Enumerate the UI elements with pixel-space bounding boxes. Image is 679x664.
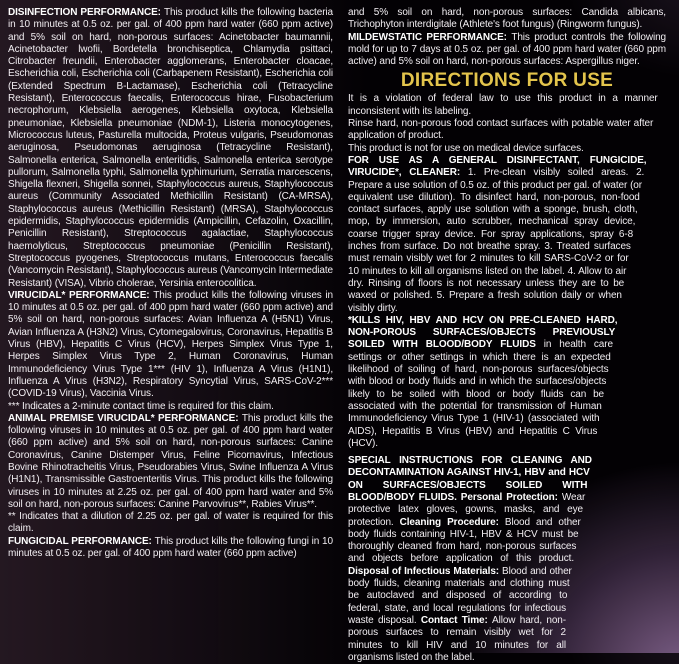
dilution-footnote: ** Indicates that a dilution of 2.25 oz. per gal. of water is required for this claim.: [8, 511, 333, 535]
animal-premise-virucidal-paragraph: ANIMAL PREMISE VIRUCIDAL* PERFORMANCE: This product kills the following viruses in 10 minutes at 0.5 oz. per gal. of 400 ppm hard water (660 ppm active) and 5% soil on hard, non-porous surfaces: Canine Coronavirus, Canine Distemper Virus, Feline Picornavirus, Infectious Bovine Rhinotracheitis Virus, Pseudorabies Virus, Swine Influenza A Virus (H1N1), Transmissible Gastroenteritis Virus. This product kills the following viruses in 10 minutes at 2.25 oz. per gal. of 400 ppm hard water and 5% soil on hard, non-porous surfaces: Canine Parvovirus**, Rabies Virus**.: [8, 412, 333, 510]
virucidal-performance-paragraph: VIRUCIDAL* PERFORMANCE: This product kills the following viruses in 10 minutes at 0.5 oz. per gal. of 400 ppm hard water (660 ppm active) and 5% soil on hard, non-porous surfaces: Avian Influenza A (H5N1) Virus, Avian Influenza A (H3N2) Virus, Cytomegalovirus, Coronavirus, Hepatitis B Virus (HBV), Hepatitis C Virus (HCV), Herpes Simplex Virus Type 1, Herpes Simplex Virus Type 2, Human Coronavirus, Human Immunodeficiency Virus Type 1*** (HIV 1), Influenza A Virus (H1N1), Influenza A Virus (H3N2), Respiratory Syncytial Virus, SARS-CoV-2*** (COVID-19 Virus), Vaccinia Virus.: [8, 289, 333, 400]
label-right-column-bottom: [348, 93, 666, 664]
directions-for-use-heading: DIRECTIONS FOR USE: [400, 70, 614, 92]
label-right-column-top: [348, 7, 666, 68]
label-left-column: [8, 7, 333, 647]
fungicidal-performance-continuation: and 5% soil on hard, non-porous surfaces: Candida albicans, Trichophyton interdigitale (Athlete's foot fungus) (Ringworm fungus).: [348, 7, 666, 31]
federal-law-statement: It is a violation of federal law to use this product in a manner inconsistent with its labeling.: [348, 93, 658, 117]
mildewstatic-performance-paragraph: MILDEWSTATIC PERFORMANCE: This product controls the following mold for up to 7 days at 0.5 oz. per gal. of 400 ppm hard water (660 ppm active) and 5% soil on hard, non-porous surfaces: Aspergillus niger.: [348, 31, 667, 68]
fungicidal-performance-paragraph: FUNGICIDAL PERFORMANCE: This product kills the following fungi in 10 minutes at 0.5 oz. per gal. of 400 ppm hard water (660 ppm active): [8, 535, 333, 560]
special-instructions-paragraph: SPECIAL INSTRUCTIONS FOR CLEANING AND DECONTAMINATION AGAINST HIV-1, HBV and HCV ON SURFACES/OBJECTS SOILED WITH BLOOD/BODY FLUIDS. Personal Protection: Wear protective latex gloves, gowns, masks, and eye protection. Cleaning Procedure: Blood and other body fluids containing HIV-1, HBV & HCV must be thoroughly cleaned from hard, non-porous surfaces and objects before application of this product. Disposal of Infectious Materials: Blood and other body fluids, cleaning materials and clothing must be autoclaved and disposed of according to federal, state, and local regulations for infectious waste disposal. Contact Time: Allow hard, non-porous surfaces to remain visibly wet for 2 minutes to kill HIV and 10 minutes for all organisms listed on the label.: [348, 455, 592, 663]
two-minute-footnote: *** Indicates a 2-minute contact time is required for this claim.: [8, 400, 274, 412]
general-disinfectant-instructions: FOR USE AS A GENERAL DISINFECTANT, FUNGICIDE, VIRUCIDE*, CLEANER: 1. Pre-clean visibly soiled areas. 2. Prepare a use solution of 0.5 oz. of this product per gal. of water (or equivalent use dilution). To disinfect hard, non-porous, non-food contact surfaces, apply use solution with a sponge, brush, cloth, mop, by immersion, auto scrubber, mechanical spray device, coarse trigger spray device. For spray applications, spray 6-8 inches from surface. Do not breathe spray. 3. Treated surfaces must remain visibly wet for 2 minutes to kill SARS-CoV-2 or for 10 minutes to kill all organisms listed on the label. 4. Allow to air dry. Rinsing of floors is not necessary unless they are to be waxed or polished. 5. Prepare a fresh solution daily or when visibly dirty.: [348, 154, 647, 314]
rinse-statement: Rinse hard, non-porous food contact surfaces with potable water after application of product.: [348, 118, 654, 142]
disinfection-performance-paragraph: DISINFECTION PERFORMANCE: This product kills the following bacteria in 10 minutes at 0.5 oz. per gal. of 400 ppm hard water (660 ppm active) and 5% soil on hard, non-porous surfaces: Acinetobacter baumannii, Acinetobacter lwofii, Bordetella bronchiseptica, Chlamydia psittaci, Citrobacter freundii, Enterobacter agglomerans, Enterobacter cloacae, Escherichia coli, Escherichia coli (Carbapenem Resistant), Escherichia coli (Extended Spectrum B-Lactamase), Escherichia coli (Tetracycline Resistant), Enterococcus faecalis, Enterococcus hirae, Fusobacterium necrophorum, Klebsiella aerogenes, Klebsiella oxytoca, Klebsiella pneumoniae, Klebsiella pneumoniae (NDM-1), Listeria monocytogenes, Micrococcus luteus, Pasturella multocida, Proteus vulgaris, Pseudomonas aeruginosa, Pseudomonas aeruginosa (Tetracycline Resistant), Salmonella enterica, Salmonella enteritidis, Salmonella enterica serotype pullorum, Salmonella typhi, Salmonella typhimurium, Serratia marcescens, Shigella flexneri, Shigella sonnei, Staphylococcus aureus, Staphylococcus aureus (Community Associated Methicillin Resistant) (CA-MRSA), Staphylococcus aureus (Methicillin Resistant) (MRSA), Staphylococcus epidermidis, Staphylococcus epidermidis (Ampicillin, Cefazolin, Oxacillin, Penicillin Resistant), Streptococcus agalactiae, Staphylococcus haemolyticus, Streptococcus pneumoniae (Penicillin Resistant), Streptococcus pyogenes, Streptococcus mutans, Enterococcus faecalis (Vancomycin Resistant), Staphylococcus aureus (Vancomycin Intermediate Resistant) (VISA), Vibrio cholerae, Yersinia enterocolitica.: [8, 7, 334, 289]
label-right-column: [348, 7, 667, 663]
medical-device-statement: This product is not for use on medical device surfaces.: [348, 142, 584, 154]
kills-hiv-hbv-hcv-paragraph: *KILLS HIV, HBV AND HCV ON PRE-CLEANED HARD, NON-POROUS SURFACES/OBJECTS PREVIOUSLY SOILED WITH BLOOD/BODY FLUIDS in health care settings or other settings in which there is an expected likelihood of soiling of hard, non-porous surfaces/objects with blood or body fluids and in which the surfaces/objects likely to be soiled with blood or body fluids can be associated with the potential for transmission of Human Immunodeficiency Virus Type 1 (HIV-1) (associated with AIDS), Hepatitis B Virus (HBV) and Hepatitis C Virus (HCV).: [348, 314, 618, 449]
